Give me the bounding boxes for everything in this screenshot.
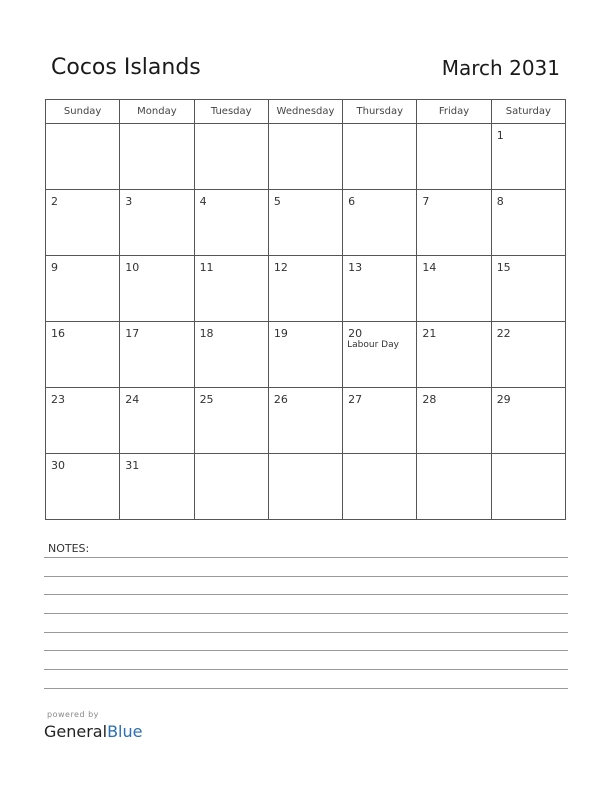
weekday-monday: Monday <box>120 100 194 124</box>
week-row <box>46 322 566 388</box>
day-number: 20 <box>348 327 363 340</box>
day-cell <box>46 454 120 520</box>
day-cell <box>417 322 491 388</box>
week-row <box>46 124 566 190</box>
logo-general-text: General <box>44 722 108 741</box>
logo-blue-text: Blue <box>107 722 143 741</box>
weekday-tuesday: Tuesday <box>194 100 268 124</box>
day-number: 8 <box>496 195 504 208</box>
day-cell <box>194 190 268 256</box>
day-number: 5 <box>273 195 281 208</box>
notes-label: NOTES: <box>48 542 90 555</box>
day-number: 27 <box>348 393 363 406</box>
notes-line <box>44 576 568 577</box>
notes-line <box>44 613 568 614</box>
day-number: 9 <box>51 261 58 274</box>
day-cell <box>46 388 120 454</box>
day-cell <box>268 124 342 190</box>
week-row <box>46 256 566 322</box>
day-cell <box>120 190 194 256</box>
day-cell <box>268 388 342 454</box>
calendar-title: Cocos Islands <box>51 55 201 80</box>
day-cell <box>491 190 565 256</box>
powered-by-text: powered by <box>47 710 99 719</box>
day-number: 13 <box>348 261 363 274</box>
day-cell <box>120 454 194 520</box>
day-number: 2 <box>51 195 58 208</box>
holiday-label: Labour Day <box>347 340 399 350</box>
day-number: 3 <box>125 195 133 208</box>
notes-line <box>44 594 568 595</box>
day-number: 24 <box>125 393 140 406</box>
day-number: 4 <box>199 195 207 208</box>
day-cell <box>46 322 120 388</box>
day-cell <box>46 124 120 190</box>
day-number: 11 <box>199 261 214 274</box>
day-number: 28 <box>422 393 437 406</box>
day-cell <box>46 190 120 256</box>
day-cell <box>46 256 120 322</box>
day-number: 19 <box>273 327 288 340</box>
notes-line <box>44 557 568 558</box>
day-number: 10 <box>125 261 140 274</box>
day-cell <box>417 454 491 520</box>
week-row <box>46 454 566 520</box>
day-cell <box>491 322 565 388</box>
calendar-month: March 2031 <box>441 56 560 80</box>
day-cell <box>343 256 417 322</box>
day-cell <box>343 124 417 190</box>
weekday-friday: Friday <box>417 100 491 124</box>
day-cell <box>417 124 491 190</box>
day-cell <box>194 388 268 454</box>
day-cell <box>120 124 194 190</box>
day-cell <box>343 322 417 388</box>
notes-line <box>44 632 568 633</box>
day-cell <box>194 322 268 388</box>
day-cell <box>120 322 194 388</box>
day-cell <box>120 388 194 454</box>
day-number: 26 <box>273 393 288 406</box>
day-number: 23 <box>51 393 65 406</box>
day-cell <box>268 322 342 388</box>
day-number: 18 <box>199 327 214 340</box>
day-cell <box>491 388 565 454</box>
day-number: 15 <box>496 261 511 274</box>
day-cell <box>491 124 565 190</box>
day-cell <box>268 190 342 256</box>
day-cell <box>120 256 194 322</box>
week-row <box>46 388 566 454</box>
day-cell <box>343 190 417 256</box>
day-cell <box>343 454 417 520</box>
day-cell <box>194 124 268 190</box>
notes-line <box>44 688 568 689</box>
day-cell <box>343 388 417 454</box>
day-number: 25 <box>199 393 214 406</box>
day-cell <box>268 454 342 520</box>
week-row <box>46 190 566 256</box>
notes-line <box>44 669 568 670</box>
day-number: 17 <box>125 327 140 340</box>
day-number: 16 <box>51 327 65 340</box>
day-number: 22 <box>496 327 511 340</box>
calendar-grid <box>45 99 566 520</box>
weekday-thursday: Thursday <box>343 100 417 124</box>
weekday-wednesday: Wednesday <box>268 100 342 124</box>
day-cell <box>417 190 491 256</box>
generalblue-logo <box>44 722 142 741</box>
notes-line <box>44 650 568 651</box>
day-cell <box>491 454 565 520</box>
day-number: 7 <box>422 195 430 208</box>
day-number: 30 <box>51 459 65 472</box>
day-cell <box>194 256 268 322</box>
day-number: 6 <box>348 195 356 208</box>
day-number: 14 <box>422 261 437 274</box>
weekday-saturday: Saturday <box>491 100 565 124</box>
day-number: 1 <box>496 129 504 142</box>
day-number: 21 <box>422 327 437 340</box>
day-cell <box>268 256 342 322</box>
day-number: 31 <box>125 459 140 472</box>
day-cell <box>194 454 268 520</box>
day-number: 12 <box>273 261 288 274</box>
weekday-header-row <box>46 100 566 124</box>
weekday-sunday: Sunday <box>46 100 120 124</box>
day-cell <box>417 388 491 454</box>
day-cell <box>491 256 565 322</box>
day-number: 29 <box>496 393 511 406</box>
day-cell <box>417 256 491 322</box>
